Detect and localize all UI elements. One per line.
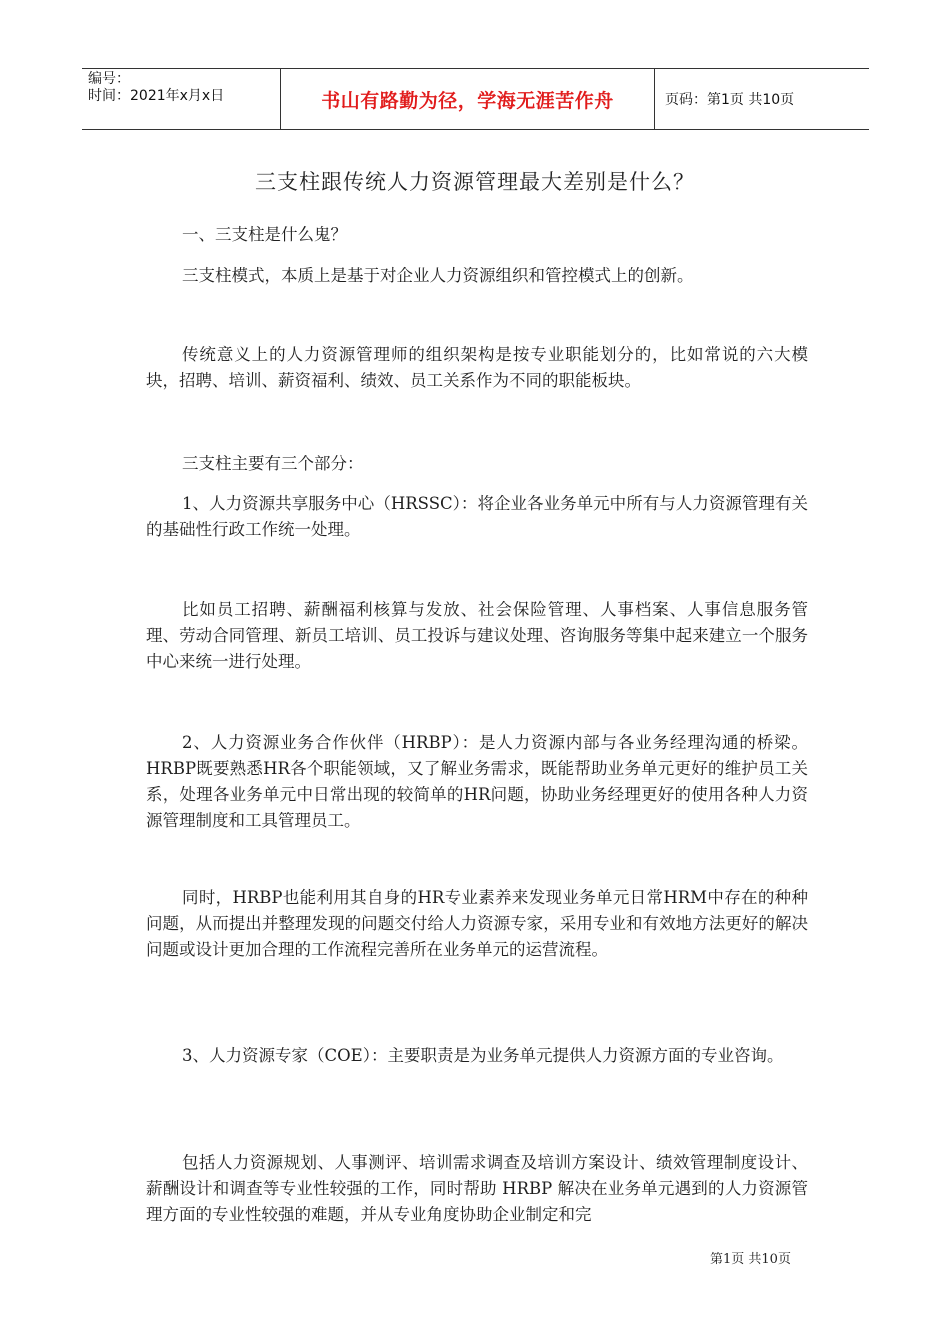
document-number-label: 编号： (88, 71, 130, 87)
header-page-info: 页码：第1页 共10页 (665, 92, 795, 108)
page-footer: 第1页 共10页 (710, 1252, 791, 1267)
paragraph: 1、人力资源共享服务中心（HRSSC）：将企业各业务单元中所有与人力资源管理有关的基础性行政工作统一处理。 (146, 494, 808, 539)
header-meta (82, 69, 281, 129)
document-date-label: 时间：2021年x月x日 (88, 88, 225, 104)
paragraph: 三支柱模式，本质上是基于对企业人力资源组织和管控模式上的创新。 (182, 266, 694, 285)
document-title: 三支柱跟传统人力资源管理最大差别是什么？ (255, 170, 695, 194)
paragraph: 3、人力资源专家（COE）：主要职责是为业务单元提供人力资源方面的专业咨询。 (182, 1046, 784, 1065)
paragraph-section-heading: 一、三支柱是什么鬼？ (182, 225, 347, 244)
paragraph: 同时，HRBP也能利用其自身的HR专业素养来发现业务单元日常HRM中存在的种种问题，从而提出并整理发现的问题交付给人力资源专家，采用专业和有效地方法更好的解决问题或设计更加合理的工作流程完善所在业务单元的运营流程。 (146, 888, 808, 959)
paragraph: 传统意义上的人力资源管理师的组织架构是按专业职能划分的，比如常说的六大模块，招聘、培训、薪资福利、绩效、员工关系作为不同的职能板块。 (146, 345, 808, 390)
paragraph: 包括人力资源规划、人事测评、培训需求调查及培训方案设计、绩效管理制度设计、薪酬设计和调查等专业性较强的工作，同时帮助 HRBP 解决在业务单元遇到的人力资源管理方面的专业性较强的难题，并从专业角度协助企业制定和完 (146, 1153, 808, 1224)
paragraph: 三支柱主要有三个部分： (182, 454, 364, 473)
paragraph: 2、人力资源业务合作伙伴（HRBP）：是人力资源内部与各业务经理沟通的桥梁。HRBP既要熟悉HR各个职能领域，又了解业务需求，既能帮助业务单元更好的维护员工关系，处理各业务单元中日常出现的较简单的HR问题，协助业务经理更好的使用各种人力资源管理制度和工具管理员工。 (146, 733, 808, 830)
paragraph: 比如员工招聘、薪酬福利核算与发放、社会保险管理、人事档案、人事信息服务管理、劳动合同管理、新员工培训、员工投诉与建议处理、咨询服务等集中起来建立一个服务中心来统一进行处理。 (146, 600, 808, 671)
header-motto: 书山有路勤为径，学海无涯苦作舟 (281, 69, 655, 129)
document-header (82, 68, 869, 130)
